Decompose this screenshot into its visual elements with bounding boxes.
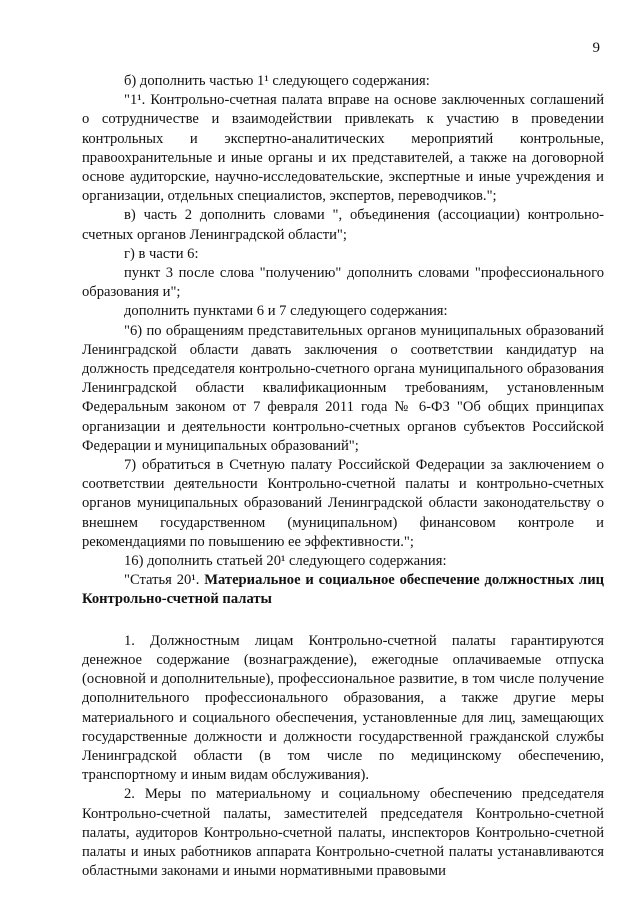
paragraph-amendment-g: г) в части 6: — [124, 245, 199, 262]
paragraph-article-item-2: 2. Меры по материальному и социальному обеспечению председателя Контрольно-счетной палаты, заместителей председателя Контрольно-счетной палаты, аудиторов Контрольно-счетной палаты, инспекторов Контрольно-счетной палаты и иных работников аппарата Контрольно-счетной палаты устанавливаются областными законами и иными нормативными правовыми — [82, 786, 604, 880]
article-heading — [82, 571, 604, 609]
paragraph-point-7: 7) обратиться в Счетную палату Российской Федерации за заключением о соответствии деятельности Контрольно-счетной палаты и контрольно-счетных органов муниципальных образований Ленинградской области законодательству о внешнем государственном (муниципальном) финансовом контроле и рекомендациями по повышению ее эффективности."; — [82, 457, 604, 550]
paragraph-point-3: пункт 3 после слова "получению" дополнить словами "профессионального образования и"; — [82, 265, 604, 301]
article-title: Материальное и социальное обеспечение должностных лиц Контрольно-счетной палаты — [82, 572, 605, 608]
paragraph-article-item-1: 1. Должностным лицам Контрольно-счетной палаты гарантируются денежное содержание (вознаграждение), ежегодные оплачиваемые отпуска (основной и дополнительные), профессиональное развитие, в том числе получение дополнительного профессионального образования, а также другие меры материального и социального обеспечения, установленные для лиц, замещающих государственные должности и должности государственной гражданской службы Ленинградской области (в том числе по медицинскому обеспечению, транспортному и иным видам обслуживания). — [82, 632, 604, 784]
paragraph-point-6: "6) по обращениям представительных органов муниципальных образований Ленинградской области давать заключения о соответствии кандидатур на должность председателя контрольно-счетного органа муниципального образования Ленинградской области квалификационным требованиям, установленным Федеральным законом от 7 февраля 2011 года № 6-ФЗ "Об общих принципах организации и деятельности контрольно-счетных органов субъектов Российской Федерации и муниципальных образований"; — [82, 322, 604, 454]
heading-spacer — [82, 610, 604, 632]
paragraph-part-1-1: "1¹. Контрольно-счетная палата вправе на основе заключенных соглашений о сотрудничестве и взаимодействии привлекать к участию в проведении контрольных и экспертно-аналитических мероприятий контрольные, правоохранительные и иные органы и их представителей, а также на договорной основе аудиторские, научно-исследовательские, экспертные и иные учреждения и организации, отдельных специалистов, экспертов, переводчиков."; — [82, 92, 604, 205]
paragraph-amendment-16: 16) дополнить статьей 20¹ следующего содержания: — [124, 553, 447, 570]
paragraph-amendment-v: в) часть 2 дополнить словами ", объединения (ассоциации) контрольно-счетных органов Ленинградской области"; — [82, 207, 604, 243]
article-number: "Статья 20¹. — [124, 572, 200, 589]
document-body — [82, 72, 604, 881]
page-number: 9 — [592, 40, 600, 56]
paragraph-add-points: дополнить пунктами 6 и 7 следующего содержания: — [124, 303, 448, 320]
paragraph-amendment-b: б) дополнить частью 1¹ следующего содержания: — [124, 73, 430, 89]
